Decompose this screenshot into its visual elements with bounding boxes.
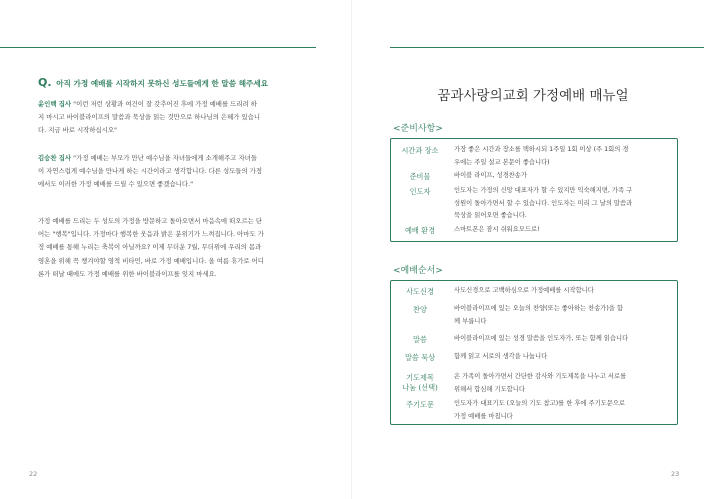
answer-paragraph-1 xyxy=(38,98,320,138)
answer-line: 다. 지금 바로 시작하십시오" xyxy=(38,126,117,135)
row-label: 사도신경 xyxy=(406,287,434,296)
row-text xyxy=(454,351,672,364)
row-text-line: 온 가족이 돌아가면서 간단한 감사와 기도제목을 나누고 서로를 xyxy=(454,373,627,380)
question-marker: Q. xyxy=(38,76,52,89)
answer-line: "가정 예배는 부모가 만난 예수님을 자녀들에게 소개해주고 자녀들 xyxy=(73,154,257,162)
closing-line: 정 예배를 통해 누리는 축복이 아닐까요? 이제 무더운 7월, 무더위에 우리의 몸과 xyxy=(38,243,262,252)
answer-line: 에서도 이러한 가정 예배를 드릴 수 있으면 좋겠습니다." xyxy=(38,180,194,189)
manual-title: 꿈과사랑의교회 가정예배 매뉴얼 xyxy=(437,88,629,104)
row-text xyxy=(454,285,672,298)
row-text-line: 바이블라이프에 있는 오늘의 찬양(또는 좋아하는 찬송가)을 함 xyxy=(454,305,623,312)
answer-speaker: 김승찬 집사 xyxy=(38,154,72,162)
row-text xyxy=(454,371,672,396)
closing-paragraph xyxy=(38,215,320,281)
row-text-line: 우에는 주일 설교 본문이 좋습니다) xyxy=(454,158,550,166)
closing-line: 영혼을 위해 꼭 챙겨야할 영적 비타민, 바로 가정 예배입니다. 올 여름 휴가로 어디 xyxy=(38,256,264,265)
answer-line: 지 마시고 바이블라이프의 말씀과 묵상을 읽는 것만으로 하나님의 은혜가 있습니 xyxy=(38,113,261,122)
page-number-left: 22 xyxy=(29,470,38,478)
row-text-line: 가장 좋은 시간과 장소를 택하시되 1주일 1회 이상 (주 1회의 경 xyxy=(454,146,629,153)
row-label xyxy=(391,373,449,392)
row-text xyxy=(454,185,672,223)
row-text-line: 바이블라이프에 있는 성경 말씀을 인도자가, 또는 함께 읽습니다 xyxy=(454,335,629,342)
closing-line: 론가 떠날 때에도 가정 예배를 위한 바이블라이프를 잊지 마세요. xyxy=(38,269,217,278)
page-number-right: 23 xyxy=(671,470,680,478)
row-text-line: 바이블 라이프, 성경찬송가 xyxy=(454,172,527,179)
answer-line: "이런 저런 상황과 여건이 잘 갖추어진 후에 가정 예배를 드리려 하 xyxy=(73,100,257,108)
row-text xyxy=(454,144,672,169)
row-label: 말씀 묵상 xyxy=(404,353,436,362)
row-label-line: 기도제목 xyxy=(406,373,434,382)
question-text: 아직 가정 예배를 시작하지 못하신 성도들에게 한 말씀 해주세요 xyxy=(56,79,269,88)
left-top-rule xyxy=(0,47,316,48)
answer-line: 이 자연스럽게 예수님을 만나게 하는 시간이라고 생각합니다. 다른 성도들의 가정 xyxy=(38,167,263,176)
prep-box xyxy=(390,138,678,242)
answer-paragraph-2 xyxy=(38,152,320,192)
row-text-line: 묵상을 읽어오면 좋습니다. xyxy=(454,212,527,220)
row-text-line: 사도신경으로 고백하심으로 가정예배를 시작합니다 xyxy=(454,287,594,294)
row-text-line: 인도자는 가정의 신앙 대표자가 할 수 있지만 익숙해지면, 가족 구 xyxy=(454,187,633,194)
answer-speaker: 윤인백 집사 xyxy=(38,100,72,108)
row-label: 예배 환경 xyxy=(404,226,436,235)
row-text xyxy=(454,303,672,328)
order-heading: <예배순서> xyxy=(393,266,443,276)
row-text xyxy=(454,398,672,423)
row-text xyxy=(454,224,672,237)
order-box xyxy=(390,280,678,425)
row-label: 주기도문 xyxy=(406,400,434,409)
row-text xyxy=(454,333,672,346)
row-text-line: 께 부릅니다 xyxy=(454,317,487,325)
question-heading xyxy=(38,76,328,89)
closing-line: 어는 "행복"입니다. 가정마다 행복한 웃음과 밝은 분위기가 느껴집니다. 아마도 가 xyxy=(38,230,264,239)
row-text-line: 인도자가 대표기도 (오늘의 기도 참고)를 한 후에 주기도문으로 xyxy=(454,400,625,407)
row-text-line: 위해서 합심해 기도합니다 xyxy=(454,385,525,393)
row-text-line: 성원이 돌아가면서 할 수 있습니다. 인도자는 미리 그 날의 말씀과 xyxy=(454,199,633,207)
row-label: 찬양 xyxy=(413,305,427,314)
row-text xyxy=(454,170,672,183)
row-label: 준비물 xyxy=(409,172,431,181)
row-text-line: 스마트폰은 잠시 쉬워요모드로! xyxy=(454,226,540,233)
row-label-line: 나눔 (선택) xyxy=(402,382,438,392)
row-label: 말씀 xyxy=(413,335,427,344)
right-top-rule xyxy=(390,47,704,48)
row-label: 시간과 장소 xyxy=(401,146,439,155)
row-text-line: 함께 읽고 서로의 생각을 나눕니다 xyxy=(454,353,548,360)
closing-line: 가정 예배를 드리는 두 성도의 가정을 방문하고 돌아오면서 마음속에 떠오르는 단 xyxy=(38,217,263,225)
row-label: 인도자 xyxy=(409,187,431,196)
row-text-line: 가정 예배를 마칩니다 xyxy=(454,412,513,420)
prep-heading: <준비사항> xyxy=(393,124,443,134)
